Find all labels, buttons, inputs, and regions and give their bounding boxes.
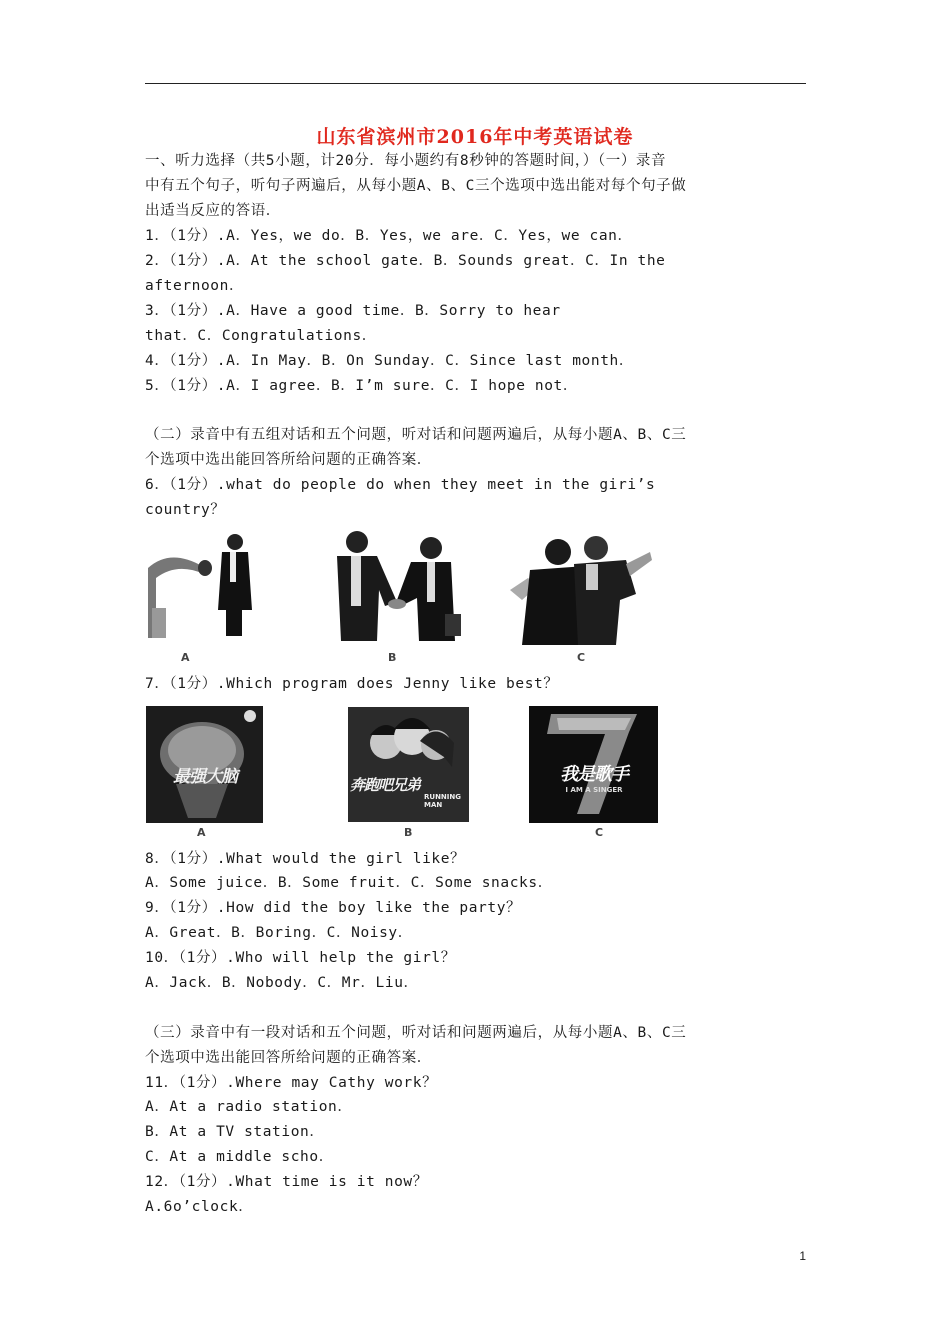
figure-caption: C <box>577 651 586 664</box>
bowing-people-image <box>142 528 257 643</box>
program-logo-c <box>529 706 658 823</box>
section3-intro-line: （三）录音中有一段对话和五个问题，听对话和问题两遍后，从每小题A、B、C三 <box>145 1025 687 1041</box>
figure-caption: C <box>595 826 604 839</box>
figure-caption: B <box>388 651 397 664</box>
question-line: A．Some juice．B．Some fruit．C．Some snacks． <box>145 875 553 891</box>
question-line: B．At a TV station． <box>145 1124 325 1140</box>
question-line: 4．（1分）.A．In May．B．On Sunday．C．Since last month． <box>145 353 634 369</box>
logo-subtext: I AM A SINGER <box>565 786 623 794</box>
page-title: 山东省滨州市2016年中考英语试卷 <box>316 126 634 148</box>
question-line: 7．（1分）.Which program does Jenny like best？ <box>145 676 559 692</box>
program-logo-a <box>146 706 263 823</box>
question-line: 11．（1分）.Where may Cathy work？ <box>145 1075 438 1091</box>
section2-intro-line: 个选项中选出能回答所给问题的正确答案． <box>145 452 432 468</box>
hugging-people-image <box>508 530 653 645</box>
program-logo-b <box>348 707 469 822</box>
question-line: afternoon． <box>145 278 245 294</box>
question-line: A．Great．B．Boring．C．Noisy． <box>145 925 413 941</box>
section1-intro-line: 一、听力选择（共5小题，计20分．每小题约有8秒钟的答题时间，）（一）录音 <box>145 153 667 169</box>
section3-intro-line: 个选项中选出能回答所给问题的正确答案． <box>145 1050 432 1066</box>
page-number: 1 <box>799 1249 806 1263</box>
question-line: 9．（1分）.How did the boy like the party？ <box>145 900 522 916</box>
question-line: C．At a middle scho． <box>145 1149 334 1165</box>
logo-text: 我是歌手 <box>560 764 628 785</box>
question-line: 6．（1分）.what do people do when they meet in the giri’s <box>145 477 656 493</box>
figure-caption: A <box>197 826 206 839</box>
question-line: 3．（1分）.A．Have a good time．B．Sorry to hear <box>145 303 561 319</box>
question-line: A．Jack．B．Nobody．C．Mr．Liu． <box>145 975 419 991</box>
section1-intro-line: 中有五个句子，听句子两遍后，从每小题A、B、C三个选项中选出能对每个句子做 <box>145 178 687 194</box>
figure-caption: A <box>181 651 190 664</box>
question-line: 5．（1分）.A．I agree．B．I’m sure．C．I hope not． <box>145 378 578 394</box>
question-line: 2．（1分）.A．At the school gate．B．Sounds great．C．In the <box>145 253 666 269</box>
handshake-image <box>327 526 467 646</box>
section2-intro-line: （二）录音中有五组对话和五个问题，听对话和问题两遍后，从每小题A、B、C三 <box>145 427 687 443</box>
question-line: 8．（1分）.What would the girl like？ <box>145 851 466 867</box>
section1-intro-line: 出适当反应的答语． <box>145 203 281 219</box>
question-line: A．At a radio station． <box>145 1099 353 1115</box>
question-line: that．C．Congratulations． <box>145 328 377 344</box>
logo-text: 奔跑吧兄弟 <box>350 776 421 794</box>
logo-subtext: RUNNING MAN <box>424 793 461 809</box>
header-rule <box>145 83 806 84</box>
figure-caption: B <box>404 826 413 839</box>
question-line: A.6o’clock． <box>145 1199 254 1215</box>
question-line: 12．（1分）.What time is it now？ <box>145 1174 428 1190</box>
question-line: 10．（1分）.Who will help the girl？ <box>145 950 456 966</box>
question-line: country？ <box>145 502 226 518</box>
logo-text: 最强大脑 <box>173 767 237 787</box>
question-line: 1．（1分）.A．Yes，we do．B．Yes，we are．C．Yes，we can． <box>145 228 633 244</box>
